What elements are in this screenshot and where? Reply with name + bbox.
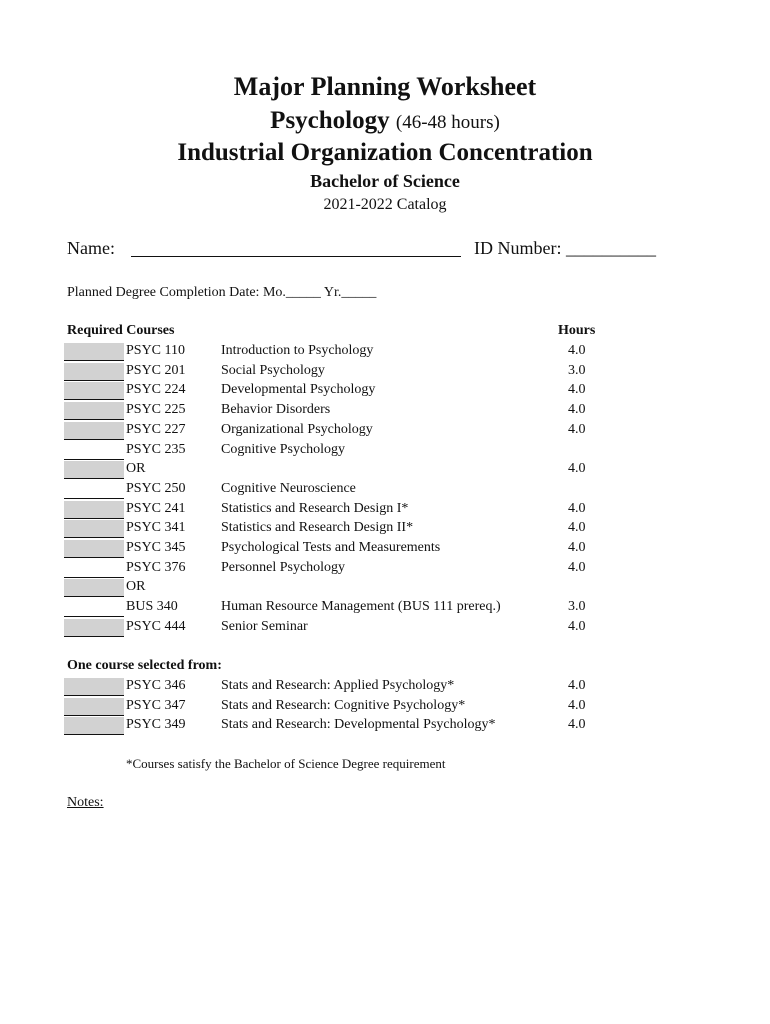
course-title: Stats and Research: Cognitive Psychology* (221, 697, 466, 713)
course-checkbox-field[interactable] (64, 619, 124, 637)
course-hours: 4.0 (568, 618, 586, 634)
course-code: OR (126, 461, 146, 477)
course-checkbox-field[interactable] (64, 442, 124, 460)
course-title: Cognitive Neuroscience (221, 480, 356, 496)
course-checkbox-field[interactable] (64, 698, 124, 716)
course-checkbox-field[interactable] (64, 402, 124, 420)
course-row (0, 716, 770, 736)
course-row (0, 480, 770, 500)
course-checkbox-field[interactable] (64, 520, 124, 538)
course-hours: 4.0 (568, 382, 586, 398)
course-row (0, 598, 770, 618)
course-checkbox-field[interactable] (64, 560, 124, 578)
course-hours: 4.0 (568, 559, 586, 575)
course-row (0, 618, 770, 638)
course-code: PSYC 110 (126, 343, 186, 358)
course-row (0, 697, 770, 717)
course-title: Stats and Research: Developmental Psychology* (221, 717, 496, 733)
required-courses-heading: Required Courses (67, 323, 175, 338)
course-checkbox-field[interactable] (64, 599, 124, 617)
course-title: Senior Seminar (221, 618, 308, 634)
completion-date-field[interactable]: Planned Degree Completion Date: Mo._____ Yr._____ (67, 285, 377, 300)
course-code: PSYC 376 (126, 559, 186, 575)
course-hours: 4.0 (568, 343, 586, 358)
course-row (0, 677, 770, 697)
course-hours: 3.0 (568, 599, 586, 615)
course-code: PSYC 227 (126, 421, 186, 437)
footnote: *Courses satisfy the Bachelor of Science Degree requirement (126, 756, 446, 771)
course-row (0, 519, 770, 539)
course-hours: 4.0 (568, 402, 586, 418)
course-checkbox-field[interactable] (64, 481, 124, 499)
degree-title: Bachelor of Science (310, 171, 460, 191)
course-hours: 4.0 (568, 540, 586, 555)
course-row (0, 362, 770, 382)
course-checkbox-field[interactable] (64, 363, 124, 381)
course-row (0, 342, 770, 362)
course-code: PSYC 341 (126, 520, 186, 536)
course-title: Cognitive Psychology (221, 441, 346, 457)
course-code: PSYC 346 (126, 678, 186, 693)
course-row (0, 381, 770, 401)
course-row (0, 401, 770, 421)
elective-heading: One course selected from: (67, 658, 222, 673)
course-checkbox-field[interactable] (64, 540, 124, 558)
course-title: Human Resource Management (BUS 111 prereq.) (221, 599, 501, 615)
course-hours: 4.0 (568, 678, 586, 693)
course-code: PSYC 250 (126, 480, 186, 496)
course-title: Psychological Tests and Measurements (221, 540, 441, 555)
major-line (0, 107, 770, 135)
major-hours: (46-48 hours) (395, 112, 500, 133)
course-code: PSYC 201 (126, 362, 186, 378)
course-code: PSYC 241 (126, 500, 186, 516)
course-checkbox-field[interactable] (64, 501, 124, 519)
course-code: PSYC 444 (126, 618, 186, 634)
major-name: Psychology (270, 107, 390, 134)
course-code: PSYC 235 (126, 441, 186, 457)
course-hours: 4.0 (568, 421, 586, 437)
course-title: Introduction to Psychology (221, 343, 374, 358)
hours-heading: Hours (558, 323, 596, 338)
course-title: Social Psychology (221, 362, 325, 378)
course-hours: 3.0 (568, 362, 586, 378)
course-title: Personnel Psychology (221, 559, 346, 575)
page-title: Major Planning Worksheet (233, 72, 537, 101)
course-title: Statistics and Research Design II* (221, 520, 414, 536)
course-hours: 4.0 (568, 461, 586, 477)
course-row (0, 460, 770, 480)
course-code: PSYC 349 (126, 717, 186, 733)
concentration-title: Industrial Organization Concentration (177, 139, 593, 166)
catalog-year: 2021-2022 Catalog (323, 196, 447, 213)
name-field-line[interactable] (131, 256, 461, 257)
course-title: Stats and Research: Applied Psychology* (221, 678, 455, 693)
course-checkbox-field[interactable] (64, 678, 124, 696)
course-title: Organizational Psychology (221, 421, 373, 437)
course-code: OR (126, 579, 146, 595)
id-number-field[interactable]: ID Number: __________ (474, 238, 656, 258)
name-label: Name: (67, 238, 115, 258)
course-code: PSYC 224 (126, 382, 186, 398)
course-code: PSYC 347 (126, 697, 186, 713)
course-checkbox-field[interactable] (64, 461, 124, 479)
course-row (0, 559, 770, 579)
course-checkbox-field[interactable] (64, 382, 124, 400)
course-row (0, 500, 770, 520)
course-code: PSYC 345 (126, 540, 186, 555)
course-row (0, 441, 770, 461)
course-code: PSYC 225 (126, 402, 186, 418)
course-title: Behavior Disorders (221, 402, 331, 418)
course-checkbox-field[interactable] (64, 579, 124, 597)
course-title: Developmental Psychology (221, 382, 376, 398)
course-hours: 4.0 (568, 717, 586, 733)
course-row (0, 578, 770, 598)
course-hours: 4.0 (568, 520, 586, 536)
course-code: BUS 340 (126, 599, 178, 615)
course-title: Statistics and Research Design I* (221, 500, 409, 516)
course-hours: 4.0 (568, 500, 586, 516)
course-row (0, 539, 770, 559)
course-checkbox-field[interactable] (64, 717, 124, 735)
course-checkbox-field[interactable] (64, 343, 124, 361)
course-hours: 4.0 (568, 697, 586, 713)
course-row (0, 421, 770, 441)
notes-label: Notes: (67, 795, 104, 810)
course-checkbox-field[interactable] (64, 422, 124, 440)
